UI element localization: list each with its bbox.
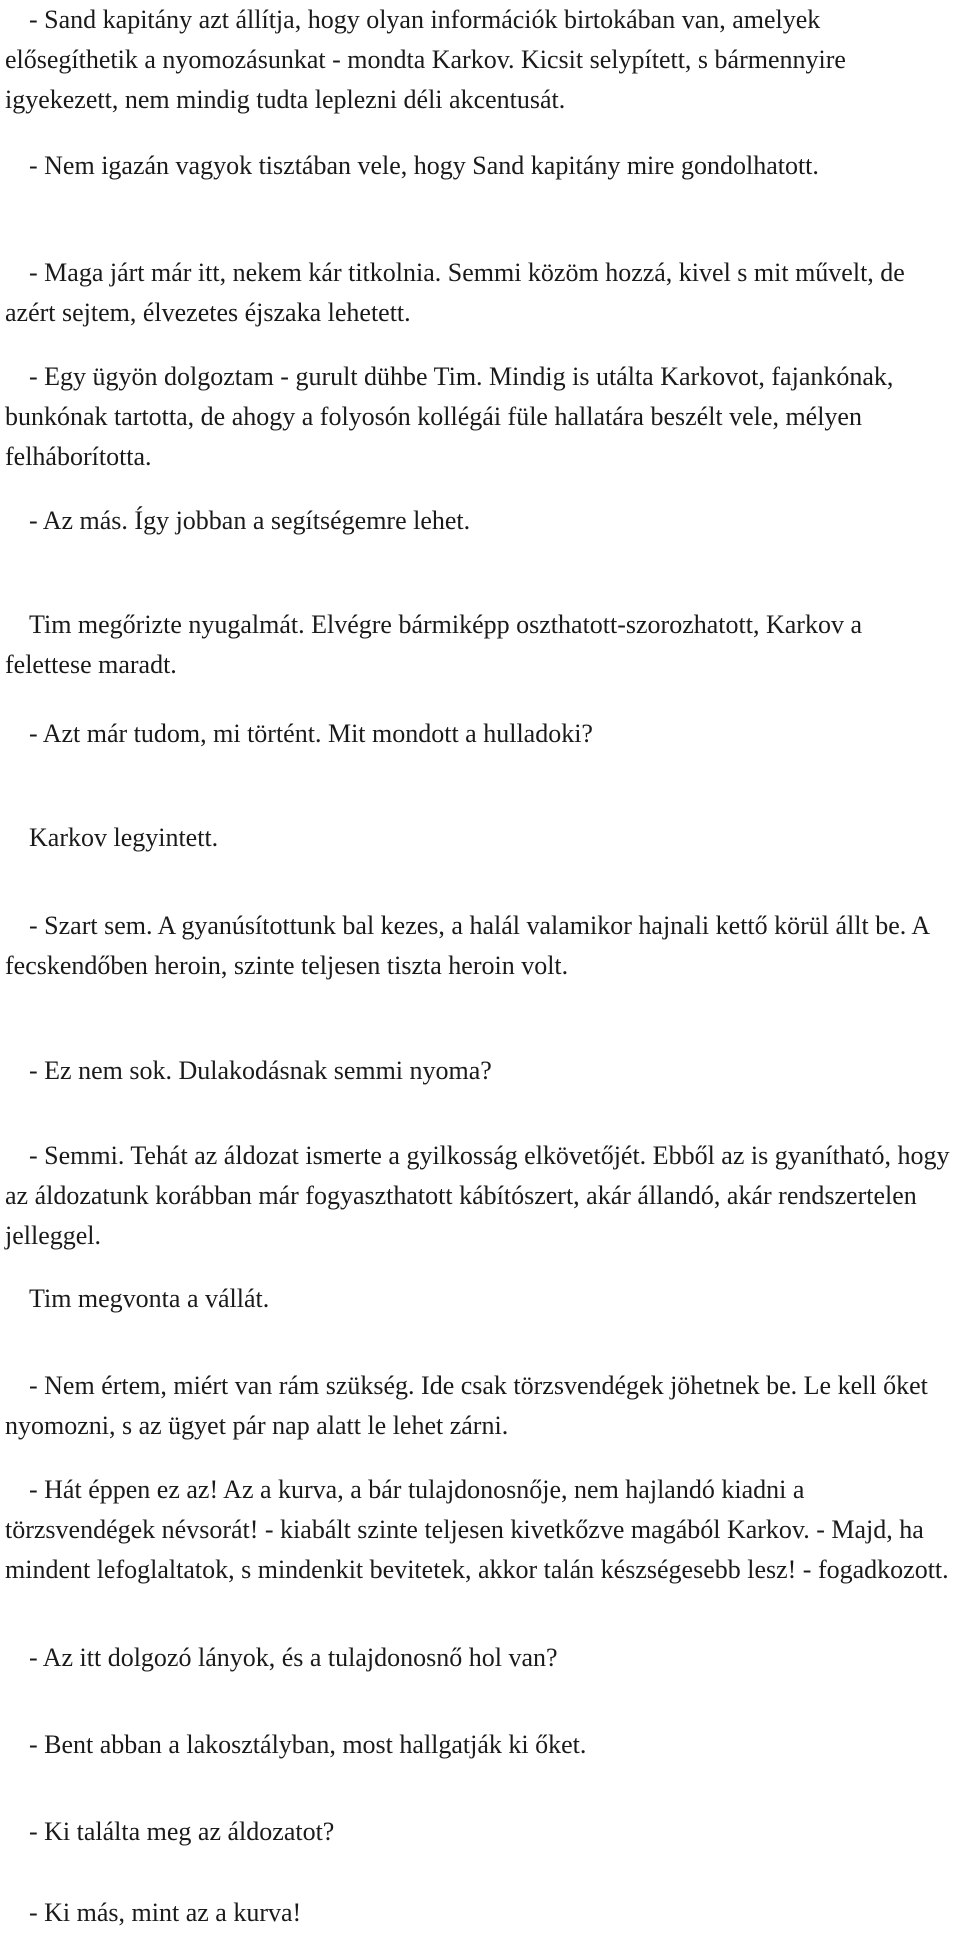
paragraph: - Azt már tudom, mi történt. Mit mondott a hulladoki? [29, 719, 593, 748]
paragraph: - Maga járt már itt, nekem kár titkolnia. Semmi közöm hozzá, kivel s mit művelt, de azért sejtem, élvezetes éjszaka lehetett. [5, 258, 905, 327]
paragraph: - Az itt dolgozó lányok, és a tulajdonosnő hol van? [29, 1643, 558, 1672]
paragraph: Karkov legyintett. [29, 823, 219, 852]
paragraph: Tim megvonta a vállát. [29, 1284, 270, 1313]
paragraph: - Az más. Így jobban a segítségemre lehet. [29, 506, 471, 535]
paragraph: - Semmi. Tehát az áldozat ismerte a gyilkosság elkövetőjét. Ebből az is gyanítható, hogy az áldozatunk korábban már fogyaszthatott kábítószert, akár állandó, akár rendszertelen jelleggel. [5, 1141, 950, 1250]
paragraph: - Ki találta meg az áldozatot? [29, 1817, 335, 1846]
paragraph: - Egy ügyön dolgoztam - gurult dühbe Tim. Mindig is utálta Karkovot, fajankónak, bunkónak tartotta, de ahogy a folyosón kollégái füle hallatára beszélt vele, mélyen felháborította. [5, 362, 894, 471]
paragraph: Tim megőrizte nyugalmát. Elvégre bármiképp oszthatott-szorozhatott, Karkov a felettese maradt. [5, 610, 862, 679]
paragraph: - Nem igazán vagyok tisztában vele, hogy Sand kapitány mire gondolhatott. [29, 151, 819, 180]
paragraph: - Bent abban a lakosztályban, most hallgatják ki őket. [29, 1730, 587, 1759]
paragraph: - Sand kapitány azt állítja, hogy olyan információk birtokában van, amelyek elősegíthetik a nyomozásunkat - mondta Karkov. Kicsit selypített, s bármennyire igyekezett, nem mindig tudta leplezni déli akcentusát. [5, 5, 846, 114]
paragraph: - Szart sem. A gyanúsítottunk bal kezes, a halál valamikor hajnali kettő körül állt be. A fecskendőben heroin, szinte teljesen tiszta heroin volt. [5, 911, 929, 980]
paragraph: - Ki más, mint az a kurva! [29, 1898, 302, 1927]
paragraph: - Ez nem sok. Dulakodásnak semmi nyoma? [29, 1056, 492, 1085]
paragraph: - Nem értem, miért van rám szükség. Ide csak törzsvendégek jöhetnek be. Le kell őket nyomozni, s az ügyet pár nap alatt le lehet zárni. [5, 1371, 928, 1440]
paragraph: - Hát éppen ez az! Az a kurva, a bár tulajdonosnője, nem hajlandó kiadni a törzsvendégek névsorát! - kiabált szinte teljesen kivetkőzve magából Karkov. - Majd, ha mindent lefoglaltatok, s mindenkit bevitetek, akkor talán készségesebb lesz! - fogadkozott. [5, 1475, 949, 1584]
